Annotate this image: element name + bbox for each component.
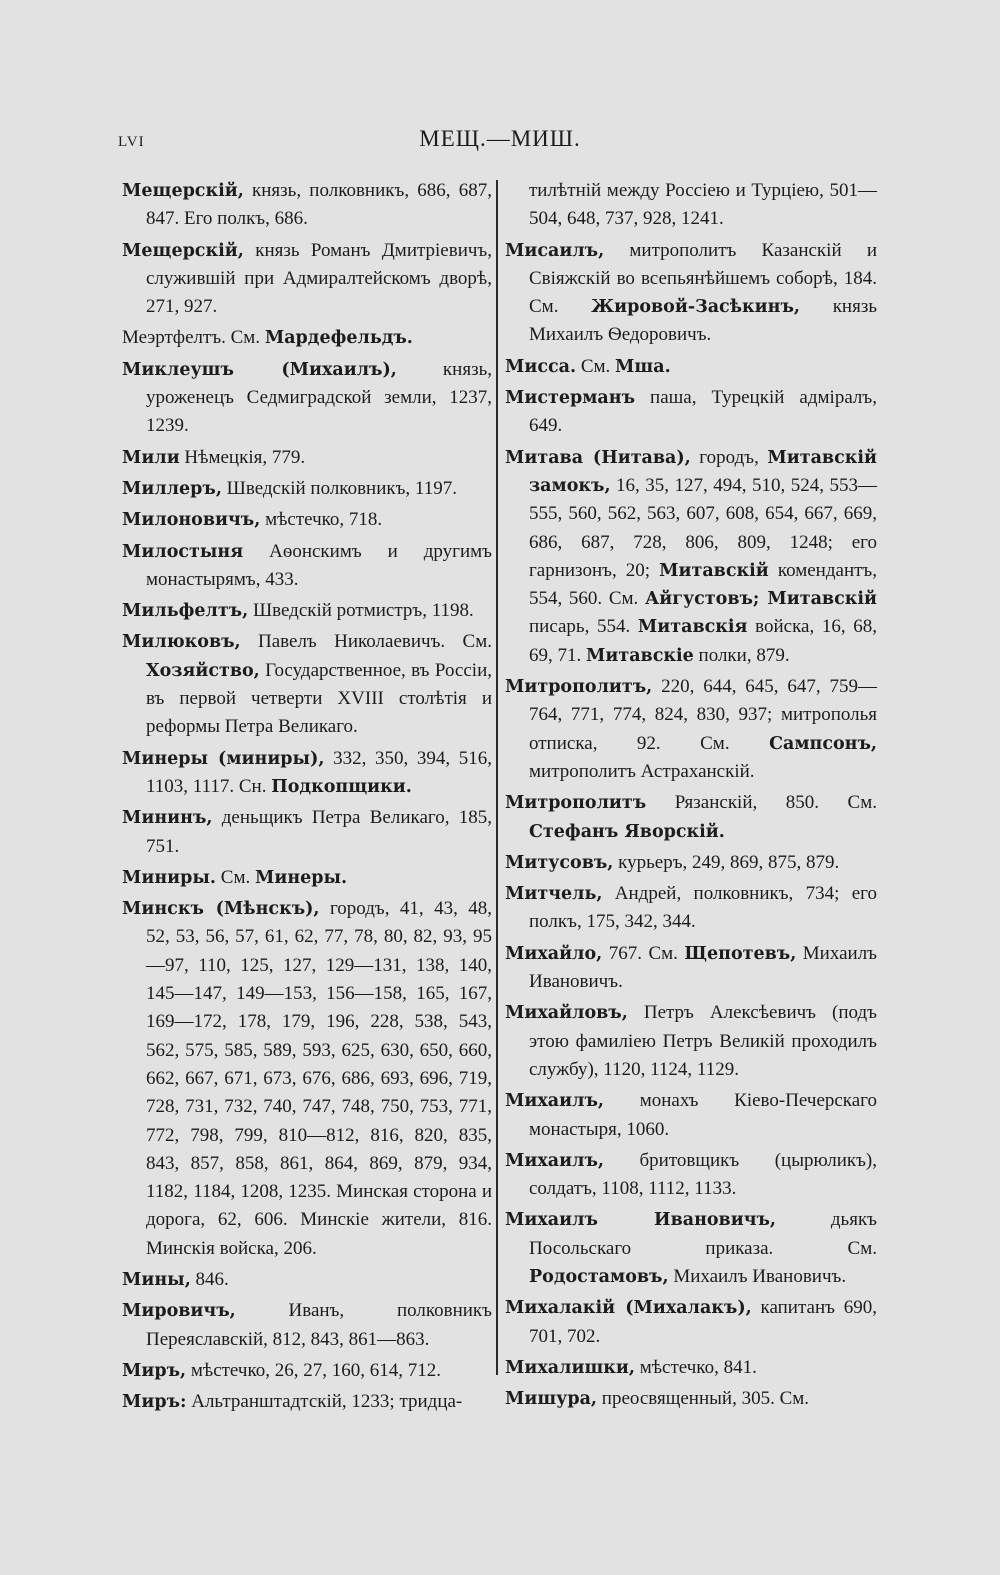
entry-headword: Митава (Нитава), — [505, 447, 691, 468]
continued-entry-text: тилѣтній между Россіею и Турціею, 501—504, 648, 737, 928, 1241. — [529, 180, 877, 230]
index-entry — [122, 745, 492, 802]
entry-headword: Михалишки, — [505, 1357, 635, 1378]
entry-text: князь, полковникъ, 686, 687, 847. Его полкъ, 686. — [146, 180, 492, 230]
index-entry — [505, 384, 877, 441]
entry-text: 846. — [190, 1268, 229, 1290]
entry-headword: Михаилъ, — [505, 1150, 604, 1171]
entry-headword: Михалакій (Михалакъ), — [505, 1298, 752, 1319]
entry-headword: Мили — [122, 447, 180, 468]
entry-text: 220, 644, 645, 647, 759—764, 771, 774, 824, 830, 937; митрополья отписка, 92. См. — [529, 676, 877, 754]
index-entry — [505, 940, 877, 997]
index-entry — [122, 1266, 492, 1294]
entry-text: Михаилъ Ивановичъ. — [668, 1265, 847, 1287]
entry-text: митрополитъ Астраханскій. — [529, 760, 755, 782]
entry-text: писарь, 554. — [529, 616, 638, 638]
entry-text: мѣстечко, 841. — [634, 1356, 757, 1378]
cross-reference: Минеры. — [254, 867, 348, 888]
index-entry — [122, 864, 492, 892]
entry-headword: Мины, — [122, 1269, 191, 1290]
cross-reference: Митавскій замокъ, — [529, 447, 877, 496]
cross-reference: Айгустовъ; Митавскій — [644, 589, 877, 610]
entry-text: преосвященный, 305. См. — [597, 1388, 810, 1410]
index-entry — [505, 673, 877, 786]
index-entry — [505, 849, 877, 877]
entry-headword: Мининъ, — [122, 808, 213, 829]
index-entry — [122, 237, 492, 322]
entry-text: мѣстечко, 26, 27, 160, 614, 712. — [186, 1359, 441, 1381]
entry-headword: Митусовъ, — [505, 852, 614, 873]
entry-text: городъ, — [690, 446, 768, 468]
entry-headword: Михаилъ, — [505, 1091, 604, 1112]
index-entry — [122, 1357, 492, 1385]
entry-headword: Милоновичъ, — [122, 510, 261, 531]
index-entry — [122, 475, 492, 503]
entry-headword: Минскъ (Мѣнскъ), — [122, 899, 320, 920]
entry-text: См. — [576, 355, 616, 377]
index-entry — [122, 356, 492, 441]
entry-text: курьеръ, 249, 869, 875, 879. — [613, 851, 840, 873]
index-entry — [122, 538, 492, 595]
entry-headword: Миниры. — [122, 867, 217, 888]
column-divider — [496, 180, 498, 1375]
entry-headword: Мировичъ, — [122, 1301, 236, 1322]
page-number: LVI — [118, 134, 145, 150]
entry-text: паша, Турецкій адміралъ, 649. — [529, 387, 877, 437]
running-header: МЕЩ.—МИШ. — [419, 126, 581, 151]
index-entry — [505, 1206, 877, 1291]
entry-text: Государственное, въ Россіи, въ первой четверти XVIII столѣтія и реформы Петра Великаго. — [146, 659, 492, 738]
entry-text: Шведскій ротмистръ, 1198. — [248, 600, 474, 622]
index-entry — [505, 789, 877, 846]
cross-reference: Щепотевъ, — [684, 943, 797, 964]
entry-headword: Михайловъ, — [505, 1003, 628, 1024]
entry-text: 332, 350, 394, 516, 1103, 1117. Сн. — [146, 747, 492, 797]
entry-text: Нѣмецкія, 779. — [179, 446, 306, 468]
entry-text: войска, 16, 68, 69, 71. — [529, 616, 877, 666]
entry-text: дьякъ Посольскаго приказа. См. — [529, 1209, 877, 1259]
entry-text: мѣстечко, 718. — [260, 509, 383, 531]
cross-reference: Родостамовъ, — [529, 1266, 669, 1287]
index-entry — [505, 880, 877, 937]
entry-text: Андрей, полковникъ, 734; его полкъ, 175, 342, 344. — [529, 883, 877, 933]
index-entry — [505, 237, 877, 350]
index-entry — [122, 444, 492, 472]
entry-text: князь Михаилъ Ѳедоровичъ. — [529, 296, 877, 346]
entry-text: 16, 35, 127, 494, 510, 524, 553—555, 560, 562, 563, 607, 608, 654, 667, 669, 686, 687, 728, 806, 809, 1248; его гарнизонъ, 20; — [529, 474, 877, 581]
entry-text: бритовщикъ (цырюликъ), солдатъ, 1108, 1112, 1133. — [529, 1149, 877, 1200]
cross-reference: Митавскія — [637, 617, 748, 638]
entry-text: деньщикъ Петра Великаго, 185, 751. — [146, 807, 492, 857]
entry-headword: Мисаилъ, — [505, 240, 605, 261]
entry-headword: Миклеушъ (Михаилъ), — [122, 359, 397, 380]
cross-reference: Жировой-Засѣкинъ, — [591, 297, 800, 318]
index-entry — [122, 324, 492, 352]
entry-headword: Михайло, — [505, 943, 603, 964]
entry-text: князь, уроженецъ Седмиградской земли, 1237, 1239. — [146, 358, 492, 437]
entry-text: митрополитъ Казанскій и Свіяжскій во всепьянѣйшемъ соборѣ, 184. См. — [529, 239, 877, 318]
index-entry — [505, 444, 877, 670]
entry-headword: Митрополитъ — [505, 793, 647, 814]
index-entry — [122, 597, 492, 625]
entry-headword: Миръ, — [122, 1360, 187, 1381]
entry-text: 767. См. — [602, 942, 685, 964]
index-entry — [505, 353, 877, 381]
index-column-right — [505, 177, 877, 1416]
entry-text: Иванъ, полковникъ Переяславскій, 812, 843, 861—863. — [146, 1300, 492, 1350]
index-entry — [505, 1385, 877, 1413]
entry-text: Павелъ Николаевичъ. См. — [240, 631, 492, 653]
entry-headword: Мещерскій, — [122, 240, 244, 261]
entry-headword: Митчель, — [505, 884, 603, 905]
entry-text: Альтранштадтскій, 1233; тридца- — [186, 1391, 463, 1413]
cross-reference: Митавскій — [659, 560, 769, 581]
entry-text: монахъ Кіево-Печерскаго монастыря, 1060. — [529, 1090, 877, 1140]
entry-headword: Михаилъ Ивановичъ, — [505, 1210, 777, 1231]
index-entry — [505, 1147, 877, 1204]
index-entry — [505, 1294, 877, 1351]
entry-text: капитанъ 690, 701, 702. — [529, 1297, 877, 1347]
index-entry — [122, 1388, 492, 1416]
entry-text: городъ, 41, 43, 48, 52, 53, 56, 57, 61, 62, 77, 78, 80, 82, 93, 95—97, 110, 125, 127, 129—131, 138, 140, 145—147, 149—153, 156—158, 165, 167, 169—172, 178, 179, 196, 228, 538, 543, 562, 575, 585, 589, 593, 625, 630, 650, 660, 662, 667, 671, 673, 676, 686, 693, 696, 719, 728, 731, 732, 740, 747, 748, 750, 753, 771, 772, 798, 799, 810—812, 816, 820, 835, 843, 857, 858, 861, 864, 869, 879, 934, 1182, 1184, 1208, 1235. Минская сторона и дорога, 62, 606. Минскіе жители, 816. Минскія войска, 206. — [146, 898, 493, 1259]
cross-reference: Подкопщики. — [271, 776, 412, 797]
entry-text: князь Романъ Дмитріевичъ, служившій при Адмиралтейскомъ дворѣ, 271, 927. — [146, 239, 492, 318]
entry-headword: Мисса. — [505, 356, 577, 377]
entry-text: Шведскій полковникъ, 1197. — [221, 477, 457, 499]
entry-headword: Миллеръ, — [122, 478, 222, 499]
entry-headword: Милостыня — [122, 541, 244, 562]
cross-reference: Сампсонъ, — [769, 733, 877, 754]
index-entry — [122, 177, 492, 234]
cross-reference: Митавскіе — [586, 645, 694, 666]
index-entry — [122, 1297, 492, 1354]
entry-headword: Мещерскій, — [122, 181, 244, 201]
entry-text: См. — [216, 866, 255, 888]
entry-headword: Миръ: — [122, 1392, 187, 1413]
cross-reference: Мша. — [615, 356, 671, 377]
index-entry — [505, 1087, 877, 1144]
entry-text: полки, 879. — [693, 644, 790, 666]
index-entry — [505, 999, 877, 1084]
entry-headword: Мишура, — [505, 1389, 598, 1410]
index-entry — [122, 804, 492, 861]
entry-text: Михаилъ Ивановичъ. — [529, 942, 878, 993]
cross-reference: Мардефельдъ. — [264, 328, 413, 349]
entry-text: Меэртфелтъ. См. — [122, 327, 265, 349]
entry-text: комендантъ, 554, 560. См. — [529, 559, 877, 610]
entry-headword: Мильфелтъ, — [122, 601, 249, 622]
entry-headword: Минеры (миниры), — [122, 748, 325, 769]
index-column-left — [122, 177, 492, 1419]
entry-headword: Милюковъ, — [122, 632, 241, 653]
entry-text: Рязанскій, 850. См. — [646, 792, 877, 814]
index-entry — [505, 1354, 877, 1382]
cross-reference: Хозяйство, — [146, 660, 260, 681]
entry-text: Петръ Алексѣевичъ (подъ этою фамиліею Петръ Великій проходилъ службу), 1120, 1124, 1129. — [529, 1002, 877, 1080]
entry-text: Аѳонскимъ и другимъ монастырямъ, 433. — [146, 540, 492, 590]
cross-reference: Стефанъ Яворскій. — [529, 821, 725, 842]
index-entry — [122, 506, 492, 534]
entry-headword: Митрополитъ, — [505, 677, 653, 698]
entry-headword: Мистерманъ — [505, 388, 635, 409]
index-entry — [122, 628, 492, 741]
index-entry — [122, 895, 492, 1263]
